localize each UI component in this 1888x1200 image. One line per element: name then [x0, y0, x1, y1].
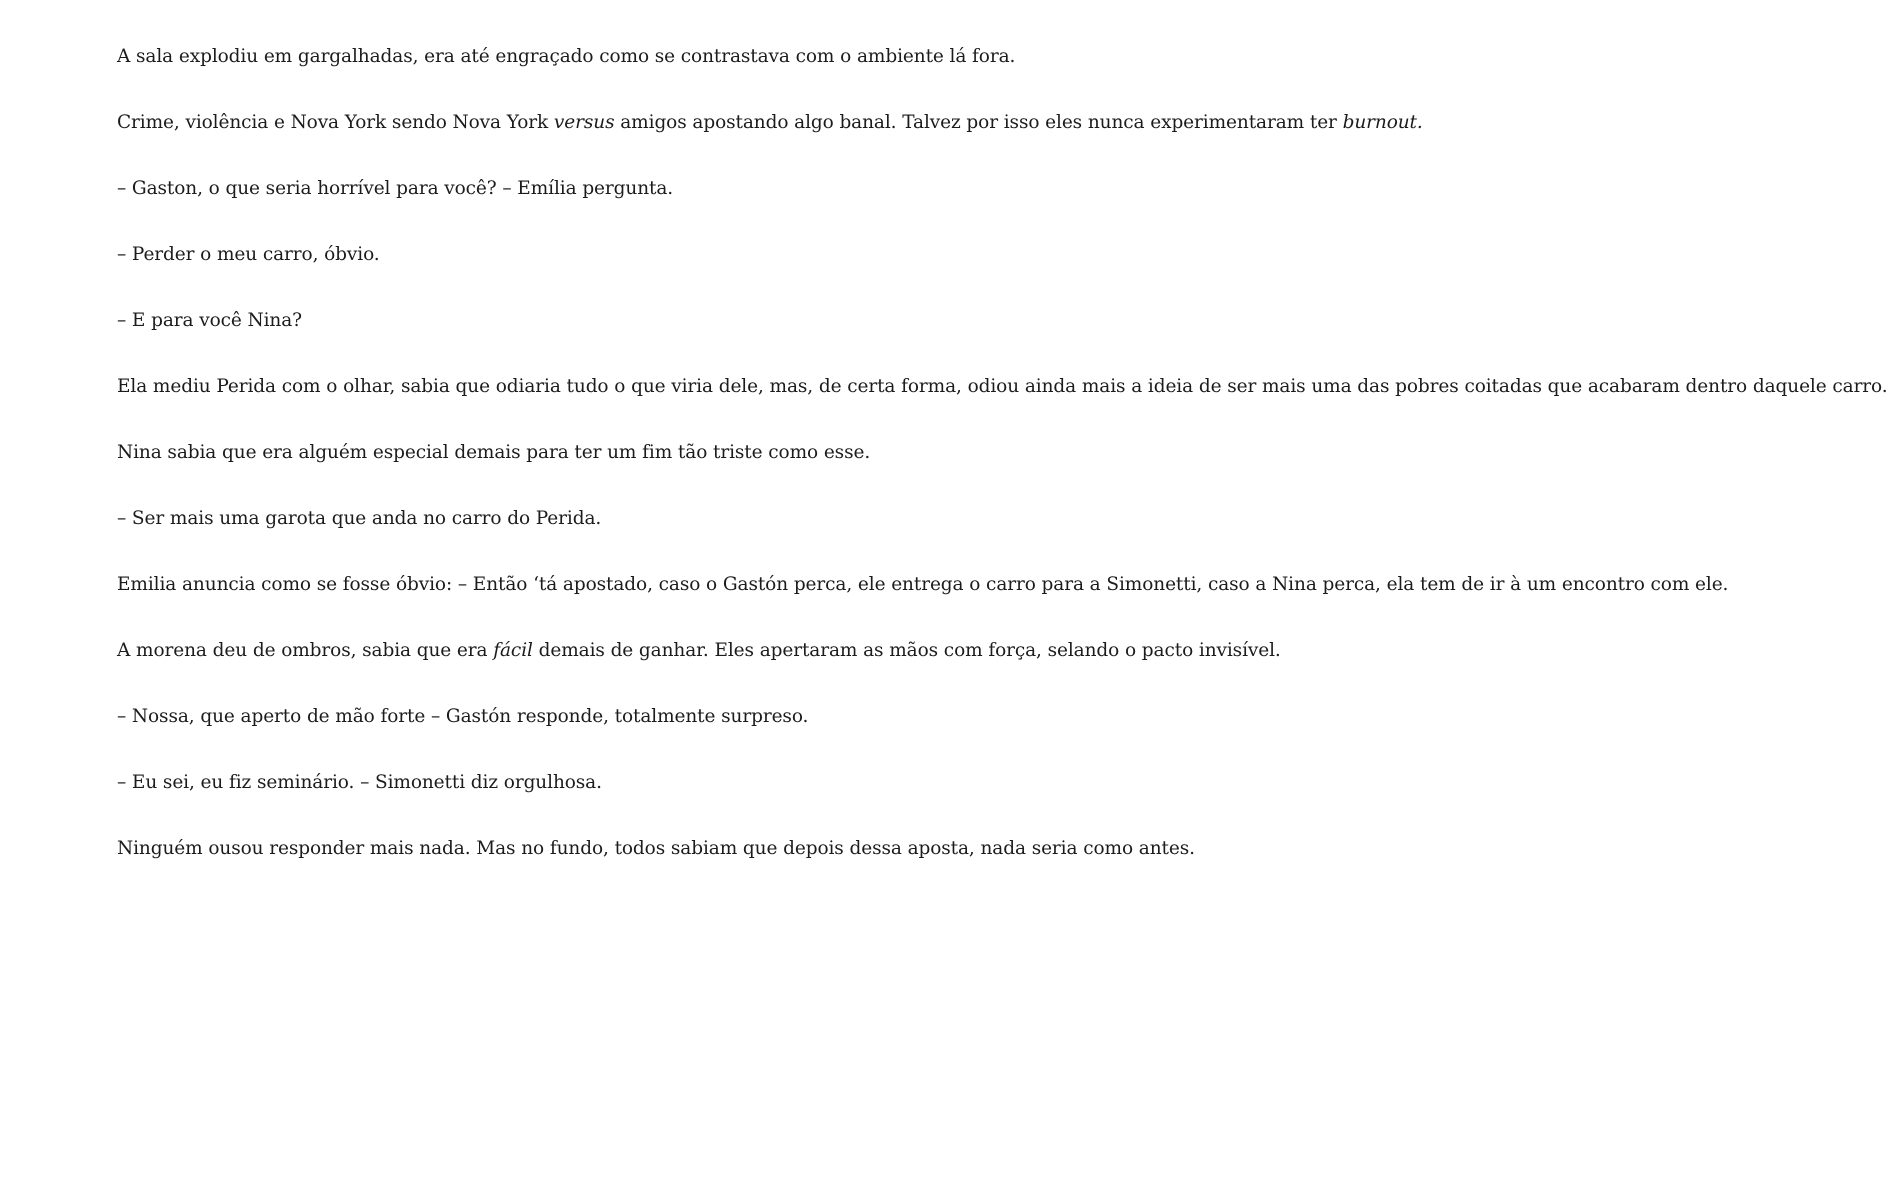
paragraph-13: [117, 832, 1195, 865]
paragraph-9: [117, 568, 1729, 601]
paragraph-line: – Então ‘tá apostado, caso o Gastón perca, ele entrega o carro para a Simonetti, caso a: [457, 574, 1267, 595]
paragraph-line: forma, odiou ainda mais a ideia de ser mais uma das pobres coitadas que acabaram: [901, 376, 1680, 397]
paragraph-line: Ninguém ousou responder mais nada.: [117, 838, 471, 859]
paragraph-line: ambiente lá fora.: [856, 46, 1016, 67]
paragraph-1: [117, 40, 1016, 73]
text-run: amigos apostando algo banal.: [614, 112, 897, 133]
paragraph-6: [117, 370, 1888, 403]
paragraph-3: – Gaston, o que seria horrível para você? – Emília pergunta.: [117, 178, 674, 199]
paragraph-4: – Perder o meu carro, óbvio.: [117, 244, 380, 265]
italic-text: burnout.: [1342, 112, 1423, 133]
text-run: demais de ganhar.: [532, 640, 709, 661]
text-run: Crime, violência e Nova York sendo Nova York: [117, 112, 554, 133]
paragraph-line: Emilia anuncia como se fosse óbvio:: [117, 574, 453, 595]
paragraph-line: Mas no fundo, todos sabiam que depois dessa aposta, nada seria como antes.: [476, 838, 1195, 859]
paragraph-line: Ela mediu Perida com o olhar, sabia que odiaria tudo o que viria dele, mas, de certa: [117, 376, 896, 397]
paragraph-line: [902, 112, 1422, 133]
paragraph-7: Nina sabia que era alguém especial demais para ter um fim tão triste como esse.: [117, 442, 871, 463]
paragraph-5: – E para você Nina?: [117, 310, 302, 331]
story-text: [117, 40, 1888, 898]
paragraph-line: [117, 112, 896, 133]
paragraph-12: – Eu sei, eu fiz seminário. – Simonetti diz orgulhosa.: [117, 772, 602, 793]
paragraph-line: A sala explodiu em gargalhadas, era até engraçado como se contrastava com o: [117, 46, 852, 67]
paragraph-2: [117, 106, 1423, 139]
paragraph-line: Nina perca, ela tem de ir à um encontro com ele.: [1272, 574, 1729, 595]
italic-text: versus: [553, 112, 615, 133]
paragraph-line: Eles apertaram as mãos com força, selando o pacto invisível.: [714, 640, 1281, 661]
italic-text: fácil: [493, 640, 533, 661]
text-run: A morena deu de ombros, sabia que era: [117, 640, 494, 661]
paragraph-11: – Nossa, que aperto de mão forte – Gastón responde, totalmente surpreso.: [117, 706, 809, 727]
paragraph-line: dentro daquele carro.: [1685, 376, 1888, 397]
paragraph-10: [117, 634, 1281, 667]
paragraph-line: [117, 640, 709, 661]
text-run: Talvez por isso eles nunca experimentaram ter: [902, 112, 1343, 133]
paragraph-8: – Ser mais uma garota que anda no carro do Perida.: [117, 508, 602, 529]
